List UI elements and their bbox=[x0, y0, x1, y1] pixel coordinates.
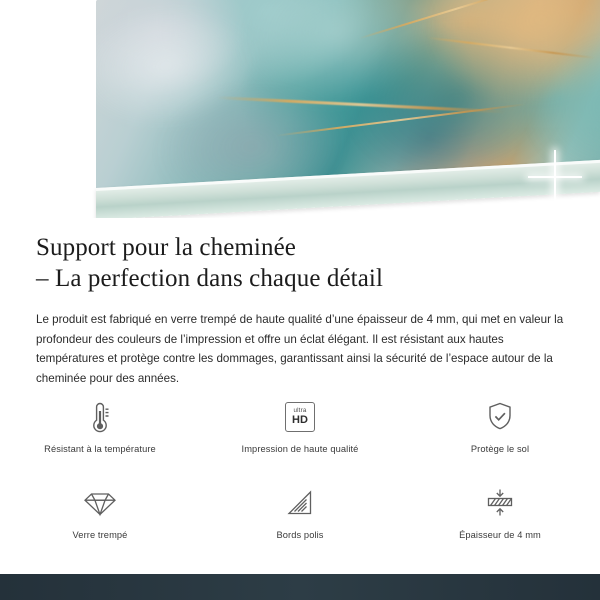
footer-bar bbox=[0, 574, 600, 600]
feature-label: Protège le sol bbox=[470, 444, 530, 454]
feature-temperature bbox=[0, 396, 200, 468]
feature-floor-protection bbox=[400, 396, 600, 468]
headline-line-2: – La perfection dans chaque détail bbox=[36, 265, 383, 292]
feature-label: Bords polis bbox=[276, 530, 324, 540]
text-block bbox=[0, 218, 600, 388]
headline-line-1: Support pour la cheminée bbox=[36, 234, 296, 261]
feature-thickness bbox=[400, 482, 600, 554]
polished-edges-icon bbox=[283, 482, 317, 524]
feature-polished-edges bbox=[200, 482, 400, 554]
feature-label: Verre trempé bbox=[72, 530, 128, 540]
thickness-arrows-icon bbox=[482, 482, 518, 524]
thermometer-icon bbox=[83, 396, 117, 438]
shield-check-icon bbox=[483, 396, 517, 438]
feature-label: Épaisseur de 4 mm bbox=[459, 530, 541, 540]
feature-label: Impression de haute qualité bbox=[241, 444, 359, 454]
diamond-icon bbox=[82, 482, 118, 524]
feature-label: Résistant à la température bbox=[44, 444, 156, 454]
feature-tempered-glass bbox=[0, 482, 200, 554]
ultra-hd-top-text: ultra bbox=[293, 406, 307, 414]
ultra-hd-icon bbox=[285, 396, 315, 438]
feature-print-quality bbox=[200, 396, 400, 468]
page-title bbox=[36, 218, 564, 294]
description-paragraph: Le produit est fabriqué en verre trempé de haute qualité d’une épaisseur de 4 mm, qui met en valeur la profondeur des couleurs de l’impression et offre un éclat élégant. Il est résistant aux hautes températures et protège contre les dommages, garantissant ainsi la sécurité de l’espace autour de la cheminée pour des années. bbox=[36, 313, 564, 385]
hero-image bbox=[0, 0, 600, 218]
ultra-hd-bottom-text: HD bbox=[292, 414, 308, 427]
feature-grid bbox=[0, 396, 600, 554]
